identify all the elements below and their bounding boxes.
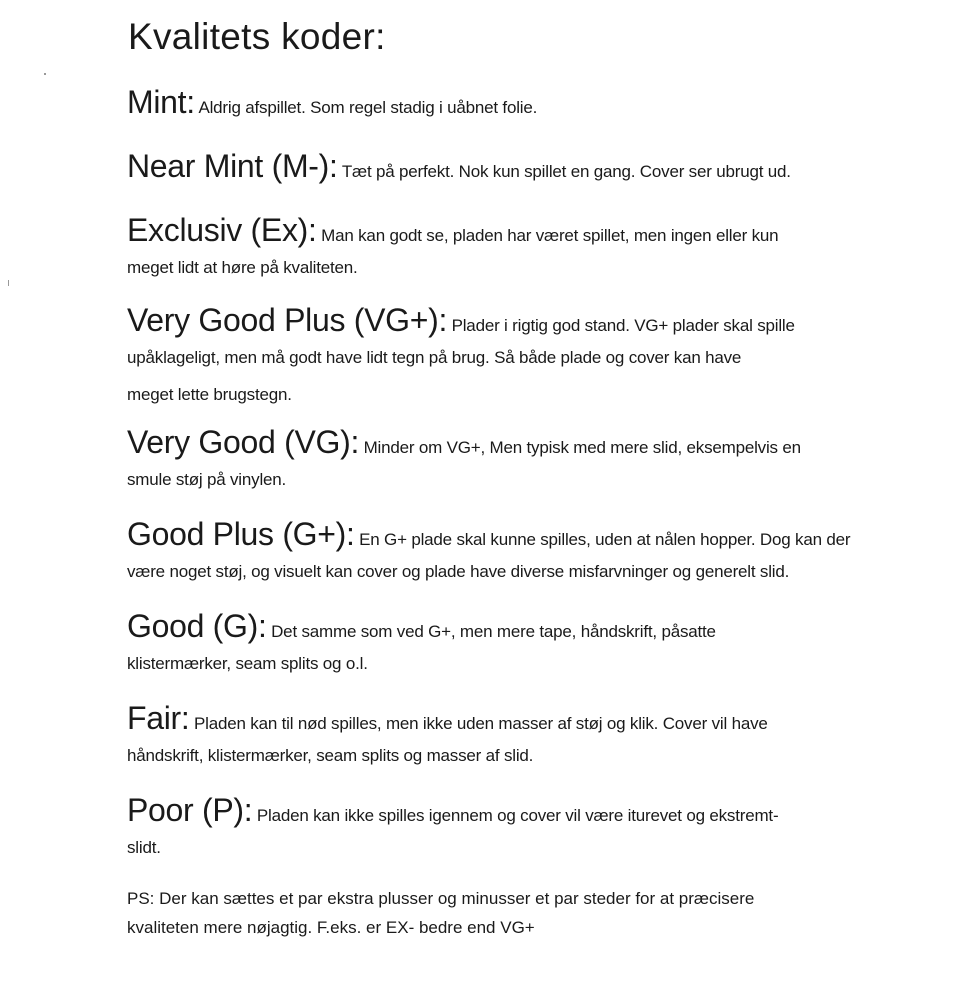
entry-line (127, 339, 795, 376)
grade-description: være noget støj, og visuelt kan cover og plade have diverse misfarvninger og generelt slid. (127, 562, 790, 581)
quality-grade-entry (127, 700, 768, 774)
entry-line (127, 212, 778, 249)
grade-description: Plader i rigtig god stand. VG+ plader skal spille (451, 316, 795, 335)
page-title: Kvalitets koder: (128, 16, 386, 57)
grade-term: Mint: (127, 84, 195, 120)
grade-term: Very Good (VG): (127, 424, 360, 460)
grade-description: slidt. (127, 838, 161, 857)
grade-description: meget lidt at høre på kvaliteten. (127, 258, 358, 277)
entry-line (127, 461, 801, 498)
grade-description: En G+ plade skal kunne spilles, uden at nålen hopper. Dog kan der (359, 530, 851, 549)
scan-speck (44, 73, 46, 75)
scan-speck (8, 280, 9, 286)
grade-term: Good Plus (G+): (127, 516, 355, 552)
grade-description: smule støj på vinylen. (127, 470, 287, 489)
grade-description: Aldrig afspillet. Som regel stadig i uåbnet folie. (198, 98, 538, 117)
quality-grade-entry (127, 148, 791, 185)
grade-term: Very Good Plus (VG+): (127, 302, 448, 338)
entry-line (127, 608, 716, 645)
grade-term: Exclusiv (Ex): (127, 212, 317, 248)
grade-description: Man kan godt se, pladen har været spillet, men ingen eller kun (321, 226, 779, 245)
entry-line (127, 148, 791, 185)
entry-line (127, 84, 537, 121)
quality-grade-entry (127, 84, 537, 121)
grade-description: Pladen kan til nød spilles, men ikke uden masser af støj og klik. Cover vil have (194, 714, 768, 733)
grade-description: Tæt på perfekt. Nok kun spillet en gang. Cover ser ubrugt ud. (341, 162, 791, 181)
grade-term: Fair: (127, 700, 190, 736)
grade-description: upåklageligt, men må godt have lidt tegn på brug. Så både plade og cover kan have (127, 348, 742, 367)
entry-line (127, 302, 795, 339)
entry-line (127, 516, 850, 553)
grade-description: Det samme som ved G+, men mere tape, håndskrift, påsatte (271, 622, 716, 641)
quality-grade-entry (127, 608, 716, 682)
entry-line (127, 645, 716, 682)
entry-line (127, 829, 778, 866)
grade-term: Near Mint (M-): (127, 148, 338, 184)
grade-description: håndskrift, klistermærker, seam splits og masser af slid. (127, 746, 534, 765)
ps-note (127, 884, 754, 942)
entry-line (127, 553, 850, 590)
entry-line (127, 700, 768, 737)
grade-description: meget lette brugstegn. (127, 385, 292, 404)
quality-grade-entry (127, 516, 850, 590)
quality-grade-entry (127, 302, 795, 413)
grade-description: Pladen kan ikke spilles igennem og cover vil være iturevet og ekstremt- (256, 806, 779, 825)
grade-term: Poor (P): (127, 792, 253, 828)
entry-line (127, 737, 768, 774)
quality-grade-entry (127, 424, 801, 498)
entry-line (127, 249, 778, 286)
quality-grade-entry (127, 792, 778, 866)
grade-description: klistermærker, seam splits og o.l. (127, 654, 368, 673)
entry-line (127, 424, 801, 461)
grade-description: Minder om VG+, Men typisk med mere slid, eksempelvis en (363, 438, 801, 457)
quality-grade-entry (127, 212, 778, 286)
ps-line: kvaliteten mere nøjagtig. F.eks. er EX- bedre end VG+ (127, 918, 535, 937)
ps-line: PS: Der kan sættes et par ekstra plusser og minusser et par steder for at præcisere (127, 889, 755, 908)
grade-term: Good (G): (127, 608, 267, 644)
entry-line (127, 792, 778, 829)
entry-line (127, 376, 795, 413)
